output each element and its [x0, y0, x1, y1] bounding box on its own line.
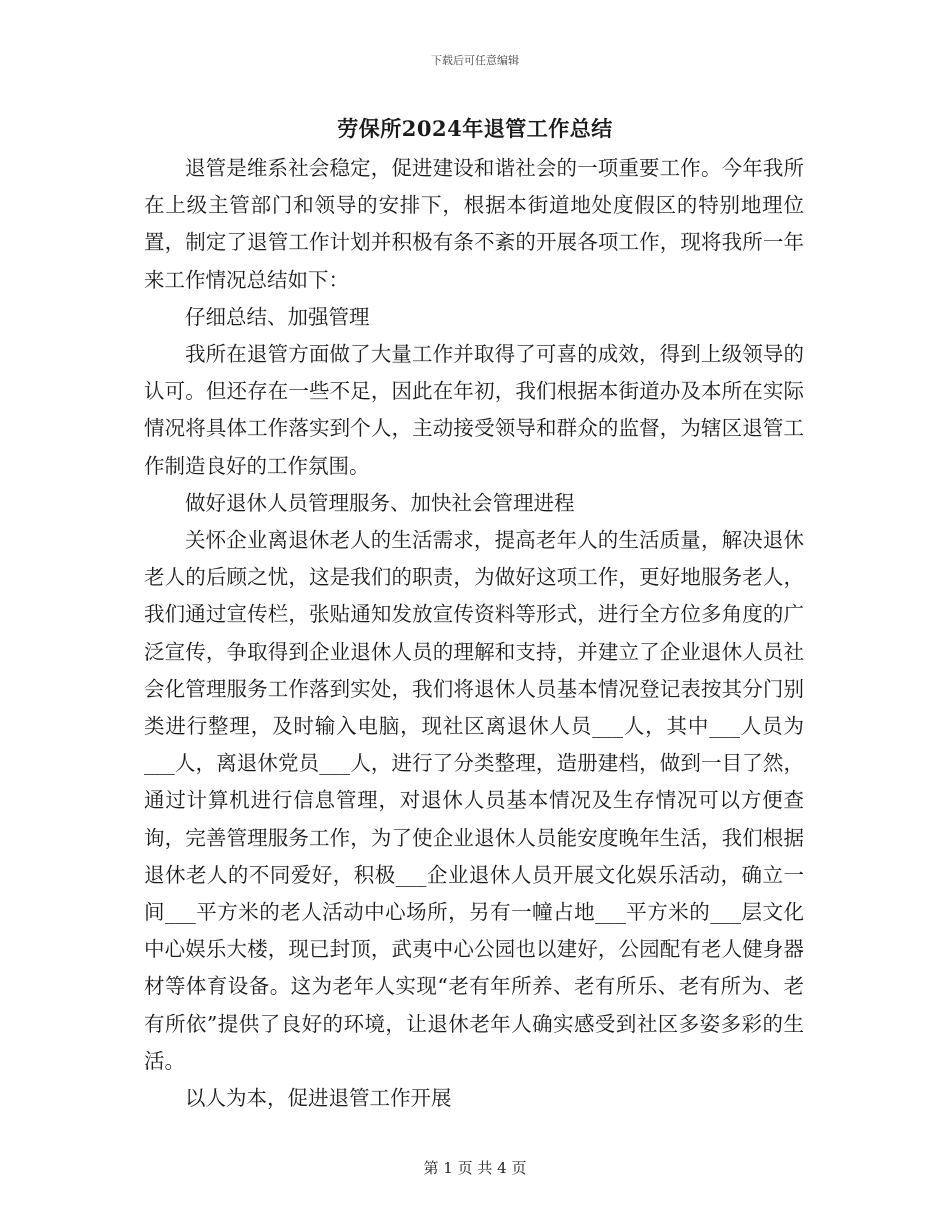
document-title: 劳保所2024年退管工作总结: [337, 116, 613, 141]
paragraph-intro: 退管是维系社会稳定，促进建设和谐社会的一项重要工作。今年我所在上级主管部门和领导的安排下，根据本街道地处度假区的特别地理位置，制定了退管工作计划并积极有条不紊的开展各项工作，现将我所一年来工作情况总结如下：: [144, 156, 804, 292]
paragraph-section-2: 关怀企业离退休老人的生活需求，提高老年人的生活质量，解决退休老人的后顾之忧，这是我们的职责，为做好这项工作，更好地服务老人，我们通过宣传栏，张贴通知发放宣传资料等形式，进行全方位多角度的广泛宣传，争取得到企业退休人员的理解和支持，并建立了企业退休人员社会化管理服务工作落到实处，我们将退休人员基本情况登记表按其分门别类进行整理，及时输入电脑，现社区离退休人员___人，其中___人员为___人，离退休党员___人，进行了分类整理，造册建档，做到一目了然，通过计算机进行信息管理，对退休人员基本情况及生存情况可以方便查询，完善管理服务工作，为了使企业退休人员能安度晚年生活，我们根据退休老人的不同爱好，积极___企业退休人员开展文化娱乐活动，确立一间___平方米的老人活动中心场所，另有一幢占地___平方米的___层文化中心娱乐大楼，现已封顶，武夷中心公园也以建好，公园配有老人健身器材等体育设备。这为老年人实现“老有年所养、老有所乐、老有所为、老有所依”提供了良好的环境，让退休老年人确实感受到社区多姿多彩的生活。: [144, 528, 804, 1073]
page-header-note: 下载后可任意编辑: [431, 54, 519, 67]
page-number-footer: 第 1 页 共 4 页: [423, 1159, 527, 1177]
paragraph-section-1: 我所在退管方面做了大量工作并取得了可喜的成效，得到上级领导的认可。但还存在一些不足，因此在年初，我们根据本街道办及本所在实际情况将具体工作落实到个人，主动接受领导和群众的监督，为辖区退管工作制造良好的工作氛围。: [144, 342, 804, 478]
document-body: [144, 150, 804, 1117]
section-heading-2: 做好退休人员管理服务、加快社会管理进程: [185, 490, 575, 515]
section-heading-1: 仔细总结、加强管理: [185, 304, 370, 329]
section-heading-3: 以人为本，促进退管工作开展: [185, 1086, 452, 1111]
